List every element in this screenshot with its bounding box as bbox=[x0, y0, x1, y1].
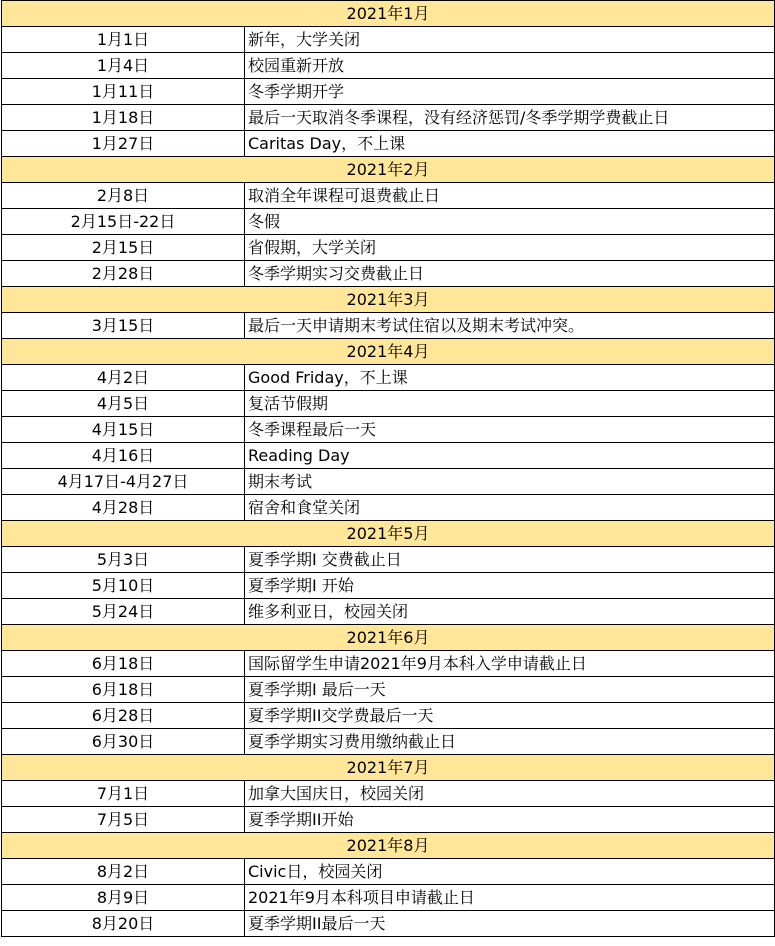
table-row bbox=[2, 469, 775, 495]
event-date: 4月17日-4月27日 bbox=[2, 469, 245, 495]
event-date: 2月8日 bbox=[2, 183, 245, 209]
event-date: 6月18日 bbox=[2, 677, 245, 703]
month-title: 2021年2月 bbox=[2, 157, 775, 183]
event-description: 夏季学期I 最后一天 bbox=[245, 677, 775, 703]
event-description: 夏季学期实习费用缴纳截止日 bbox=[245, 729, 775, 755]
event-date: 1月18日 bbox=[2, 105, 245, 131]
event-description: 夏季学期II开始 bbox=[245, 807, 775, 833]
event-date: 3月15日 bbox=[2, 313, 245, 339]
table-row bbox=[2, 495, 775, 521]
table-row bbox=[2, 651, 775, 677]
table-row bbox=[2, 807, 775, 833]
event-description: 校园重新开放 bbox=[245, 53, 775, 79]
event-description: 冬假 bbox=[245, 209, 775, 235]
month-header-row bbox=[2, 755, 775, 781]
event-description: 加拿大国庆日，校园关闭 bbox=[245, 781, 775, 807]
table-row bbox=[2, 677, 775, 703]
event-description: 夏季学期I 开始 bbox=[245, 573, 775, 599]
table-row bbox=[2, 27, 775, 53]
table-row bbox=[2, 859, 775, 885]
event-date: 4月5日 bbox=[2, 391, 245, 417]
table-row bbox=[2, 131, 775, 157]
event-description: 冬季学期实习交费截止日 bbox=[245, 261, 775, 287]
month-header-row bbox=[2, 1, 775, 27]
table-row bbox=[2, 235, 775, 261]
event-date: 1月1日 bbox=[2, 27, 245, 53]
table-row bbox=[2, 911, 775, 937]
event-date: 2月28日 bbox=[2, 261, 245, 287]
table-row bbox=[2, 209, 775, 235]
event-description: Good Friday，不上课 bbox=[245, 365, 775, 391]
event-description: 夏季学期I 交费截止日 bbox=[245, 547, 775, 573]
event-description: 宿舍和食堂关闭 bbox=[245, 495, 775, 521]
event-date: 7月5日 bbox=[2, 807, 245, 833]
event-date: 5月10日 bbox=[2, 573, 245, 599]
event-description: 维多利亚日，校园关闭 bbox=[245, 599, 775, 625]
event-description: 夏季学期II最后一天 bbox=[245, 911, 775, 937]
table-row bbox=[2, 261, 775, 287]
table-row bbox=[2, 365, 775, 391]
event-description: Reading Day bbox=[245, 443, 775, 469]
table-row bbox=[2, 599, 775, 625]
table-row bbox=[2, 183, 775, 209]
table-row bbox=[2, 781, 775, 807]
event-date: 1月11日 bbox=[2, 79, 245, 105]
table-row bbox=[2, 729, 775, 755]
month-title: 2021年6月 bbox=[2, 625, 775, 651]
event-date: 4月15日 bbox=[2, 417, 245, 443]
event-date: 7月1日 bbox=[2, 781, 245, 807]
event-date: 8月9日 bbox=[2, 885, 245, 911]
event-date: 6月30日 bbox=[2, 729, 245, 755]
event-date: 5月3日 bbox=[2, 547, 245, 573]
event-date: 2月15日 bbox=[2, 235, 245, 261]
event-date: 1月4日 bbox=[2, 53, 245, 79]
table-row bbox=[2, 79, 775, 105]
table-row bbox=[2, 443, 775, 469]
event-date: 5月24日 bbox=[2, 599, 245, 625]
event-description: 最后一天申请期末考试住宿以及期末考试冲突。 bbox=[245, 313, 775, 339]
month-title: 2021年3月 bbox=[2, 287, 775, 313]
table-row bbox=[2, 105, 775, 131]
month-title: 2021年8月 bbox=[2, 833, 775, 859]
academic-calendar-table bbox=[1, 0, 775, 937]
table-row bbox=[2, 573, 775, 599]
event-description: 省假期，大学关闭 bbox=[245, 235, 775, 261]
month-title: 2021年4月 bbox=[2, 339, 775, 365]
event-description: 2021年9月本科项目申请截止日 bbox=[245, 885, 775, 911]
table-row bbox=[2, 885, 775, 911]
table-row bbox=[2, 53, 775, 79]
event-description: 最后一天取消冬季课程，没有经济惩罚/冬季学期学费截止日 bbox=[245, 105, 775, 131]
event-date: 6月18日 bbox=[2, 651, 245, 677]
event-date: 2月15日-22日 bbox=[2, 209, 245, 235]
event-description: 新年，大学关闭 bbox=[245, 27, 775, 53]
month-header-row bbox=[2, 833, 775, 859]
event-description: 复活节假期 bbox=[245, 391, 775, 417]
event-description: 夏季学期II交学费最后一天 bbox=[245, 703, 775, 729]
event-description: 冬季课程最后一天 bbox=[245, 417, 775, 443]
table-row bbox=[2, 703, 775, 729]
month-title: 2021年7月 bbox=[2, 755, 775, 781]
event-description: Civic日，校园关闭 bbox=[245, 859, 775, 885]
table-row bbox=[2, 417, 775, 443]
event-date: 1月27日 bbox=[2, 131, 245, 157]
month-header-row bbox=[2, 339, 775, 365]
event-description: 期末考试 bbox=[245, 469, 775, 495]
month-header-row bbox=[2, 287, 775, 313]
event-description: 国际留学生申请2021年9月本科入学申请截止日 bbox=[245, 651, 775, 677]
event-date: 6月28日 bbox=[2, 703, 245, 729]
calendar-body bbox=[2, 1, 775, 937]
event-date: 4月28日 bbox=[2, 495, 245, 521]
month-header-row bbox=[2, 521, 775, 547]
event-date: 8月20日 bbox=[2, 911, 245, 937]
event-description: 取消全年课程可退费截止日 bbox=[245, 183, 775, 209]
table-row bbox=[2, 313, 775, 339]
event-date: 4月2日 bbox=[2, 365, 245, 391]
table-row bbox=[2, 547, 775, 573]
month-title: 2021年1月 bbox=[2, 1, 775, 27]
table-row bbox=[2, 391, 775, 417]
event-date: 4月16日 bbox=[2, 443, 245, 469]
month-header-row bbox=[2, 157, 775, 183]
event-date: 8月2日 bbox=[2, 859, 245, 885]
event-description: Caritas Day，不上课 bbox=[245, 131, 775, 157]
month-header-row bbox=[2, 625, 775, 651]
event-description: 冬季学期开学 bbox=[245, 79, 775, 105]
month-title: 2021年5月 bbox=[2, 521, 775, 547]
